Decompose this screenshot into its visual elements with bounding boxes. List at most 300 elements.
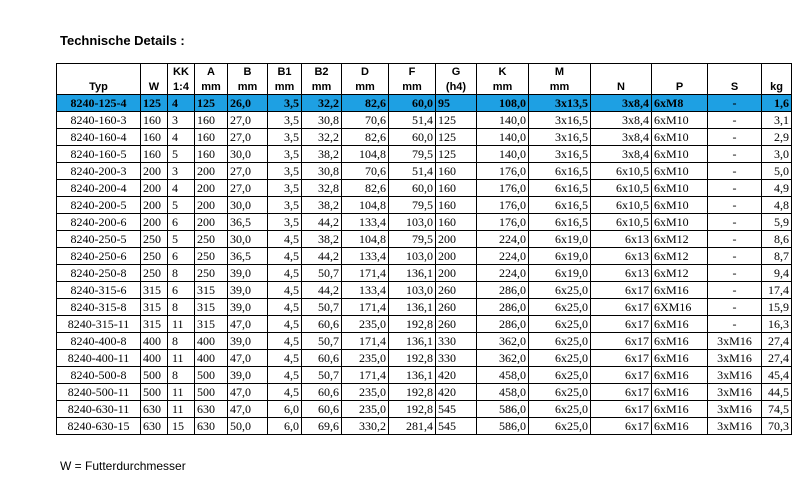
table-cell: 315 bbox=[195, 299, 228, 316]
table-cell: - bbox=[708, 282, 762, 299]
table-cell: - bbox=[708, 248, 762, 265]
table-cell: - bbox=[708, 146, 762, 163]
table-cell: 79,5 bbox=[389, 146, 436, 163]
table-cell: 3,5 bbox=[268, 129, 302, 146]
table-cell: 6x25,0 bbox=[529, 282, 591, 299]
table-cell: 36,5 bbox=[228, 248, 268, 265]
table-cell: 4,5 bbox=[268, 231, 302, 248]
column-header-p: P bbox=[652, 79, 708, 95]
table-cell: 500 bbox=[141, 367, 168, 384]
table-cell: - bbox=[708, 95, 762, 112]
table-row bbox=[57, 231, 792, 248]
table-row bbox=[57, 384, 792, 401]
table-cell: 200 bbox=[195, 214, 228, 231]
table-cell: 250 bbox=[141, 265, 168, 282]
table-cell: 104,8 bbox=[342, 146, 389, 163]
table-row bbox=[57, 401, 792, 418]
cell-typ: 8240-125-4 bbox=[57, 95, 141, 112]
table-cell: 32,8 bbox=[302, 180, 342, 197]
table-row bbox=[57, 265, 792, 282]
cell-typ: 8240-500-11 bbox=[57, 384, 141, 401]
column-header bbox=[141, 64, 168, 80]
table-cell: 79,5 bbox=[389, 231, 436, 248]
table-cell: 4 bbox=[168, 129, 195, 146]
table-cell: 362,0 bbox=[477, 350, 529, 367]
table-cell: 82,6 bbox=[342, 95, 389, 112]
table-cell: 27,4 bbox=[762, 333, 792, 350]
table-cell: 17,4 bbox=[762, 282, 792, 299]
table-row bbox=[57, 129, 792, 146]
table-cell: 160 bbox=[141, 146, 168, 163]
table-cell: 4,5 bbox=[268, 265, 302, 282]
table-row bbox=[57, 367, 792, 384]
column-header-w: W bbox=[141, 79, 168, 95]
table-cell: 39,0 bbox=[228, 282, 268, 299]
table-cell: 11 bbox=[168, 401, 195, 418]
table-cell: 192,8 bbox=[389, 384, 436, 401]
table-cell: 171,4 bbox=[342, 299, 389, 316]
table-row bbox=[57, 350, 792, 367]
cell-typ: 8240-250-6 bbox=[57, 248, 141, 265]
table-cell: 6x25,0 bbox=[529, 316, 591, 333]
table-cell: 6 bbox=[168, 214, 195, 231]
table-cell: 630 bbox=[141, 401, 168, 418]
table-cell: 160 bbox=[195, 112, 228, 129]
table-cell: 6xM10 bbox=[652, 180, 708, 197]
table-cell: 3,0 bbox=[762, 146, 792, 163]
table-cell: 200 bbox=[141, 214, 168, 231]
table-cell: 47,0 bbox=[228, 316, 268, 333]
table-cell: 260 bbox=[436, 282, 477, 299]
table-cell: 136,1 bbox=[389, 265, 436, 282]
table-cell: 6xM10 bbox=[652, 197, 708, 214]
table-cell: 6 bbox=[168, 282, 195, 299]
table-cell: 6xM16 bbox=[652, 350, 708, 367]
table-cell: 70,6 bbox=[342, 163, 389, 180]
table-cell: 30,0 bbox=[228, 146, 268, 163]
table-cell: 3,5 bbox=[268, 163, 302, 180]
cell-typ: 8240-500-8 bbox=[57, 367, 141, 384]
table-cell: 38,2 bbox=[302, 146, 342, 163]
footnote: W = Futterdurchmesser bbox=[60, 459, 186, 473]
table-cell: 6x17 bbox=[591, 418, 652, 435]
table-cell: 6,0 bbox=[268, 418, 302, 435]
table-cell: 6x10,5 bbox=[591, 197, 652, 214]
table-cell: 6x17 bbox=[591, 401, 652, 418]
table-cell: 458,0 bbox=[477, 384, 529, 401]
table-cell: 6xM16 bbox=[652, 418, 708, 435]
table-cell: 4,5 bbox=[268, 282, 302, 299]
table-cell: 286,0 bbox=[477, 299, 529, 316]
column-header-unit: mm bbox=[477, 79, 529, 95]
table-cell: 3xM16 bbox=[708, 418, 762, 435]
table-cell: 6x25,0 bbox=[529, 418, 591, 435]
table-cell: 3x8,4 bbox=[591, 146, 652, 163]
table-cell: 315 bbox=[195, 282, 228, 299]
table-cell: 60,6 bbox=[302, 384, 342, 401]
table-cell: 50,7 bbox=[302, 333, 342, 350]
table-cell: 362,0 bbox=[477, 333, 529, 350]
table-row bbox=[57, 163, 792, 180]
table-cell: 250 bbox=[141, 231, 168, 248]
table-cell: 6xM16 bbox=[652, 401, 708, 418]
table-cell: 51,4 bbox=[389, 112, 436, 129]
table-cell: 315 bbox=[195, 316, 228, 333]
table-cell: 6x19,0 bbox=[529, 265, 591, 282]
table-cell: 3xM16 bbox=[708, 333, 762, 350]
table-cell: 330,2 bbox=[342, 418, 389, 435]
table-cell: 6x25,0 bbox=[529, 299, 591, 316]
table-cell: 3x16,5 bbox=[529, 146, 591, 163]
table-cell: 140,0 bbox=[477, 129, 529, 146]
table-cell: 458,0 bbox=[477, 367, 529, 384]
table-cell: 104,8 bbox=[342, 231, 389, 248]
table-cell: 69,6 bbox=[302, 418, 342, 435]
table-cell: - bbox=[708, 231, 762, 248]
table-cell: 50,7 bbox=[302, 299, 342, 316]
table-cell: 6xM16 bbox=[652, 316, 708, 333]
table-cell: 4,9 bbox=[762, 180, 792, 197]
table-cell: 500 bbox=[195, 384, 228, 401]
column-header-kk: KK bbox=[168, 64, 195, 80]
table-cell: 45,4 bbox=[762, 367, 792, 384]
table-cell: 4,5 bbox=[268, 316, 302, 333]
table-cell: 1,6 bbox=[762, 95, 792, 112]
table-cell: 171,4 bbox=[342, 367, 389, 384]
table-cell: 11 bbox=[168, 350, 195, 367]
table-cell: 160 bbox=[436, 214, 477, 231]
table-cell: 27,4 bbox=[762, 350, 792, 367]
table-cell: 44,5 bbox=[762, 384, 792, 401]
table-cell: - bbox=[708, 299, 762, 316]
table-cell: 6x25,0 bbox=[529, 350, 591, 367]
cell-typ: 8240-200-3 bbox=[57, 163, 141, 180]
column-header-unit: mm bbox=[302, 79, 342, 95]
column-header-n: N bbox=[591, 79, 652, 95]
column-header-g: G bbox=[436, 64, 477, 80]
table-cell: 3,5 bbox=[268, 112, 302, 129]
table-cell: 125 bbox=[195, 95, 228, 112]
table-cell: 133,4 bbox=[342, 282, 389, 299]
table-cell: 140,0 bbox=[477, 146, 529, 163]
table-cell: 5 bbox=[168, 197, 195, 214]
table-cell: 6,0 bbox=[268, 401, 302, 418]
cell-typ: 8240-630-15 bbox=[57, 418, 141, 435]
column-header-k: K bbox=[477, 64, 529, 80]
table-cell: 6x10,5 bbox=[591, 180, 652, 197]
cell-typ: 8240-315-6 bbox=[57, 282, 141, 299]
table-cell: 200 bbox=[436, 231, 477, 248]
table-body bbox=[57, 95, 792, 435]
table-cell: 104,8 bbox=[342, 197, 389, 214]
table-cell: 200 bbox=[141, 180, 168, 197]
table-cell: 400 bbox=[195, 350, 228, 367]
table-row bbox=[57, 418, 792, 435]
table-cell: 6xM16 bbox=[652, 367, 708, 384]
column-header-unit: mm bbox=[389, 79, 436, 95]
table-cell: 3,5 bbox=[268, 214, 302, 231]
table-cell: 4,8 bbox=[762, 197, 792, 214]
table-cell: 6xM10 bbox=[652, 214, 708, 231]
table-cell: 5 bbox=[168, 231, 195, 248]
table-cell: 39,0 bbox=[228, 333, 268, 350]
cell-typ: 8240-250-8 bbox=[57, 265, 141, 282]
table-cell: 74,5 bbox=[762, 401, 792, 418]
table-cell: 6xM10 bbox=[652, 129, 708, 146]
table-cell: 6x17 bbox=[591, 299, 652, 316]
table-cell: 6x25,0 bbox=[529, 367, 591, 384]
table-cell: 286,0 bbox=[477, 316, 529, 333]
table-cell: 3,5 bbox=[268, 197, 302, 214]
table-cell: 27,0 bbox=[228, 163, 268, 180]
table-cell: 224,0 bbox=[477, 231, 529, 248]
table-cell: 9,4 bbox=[762, 265, 792, 282]
table-cell: 192,8 bbox=[389, 350, 436, 367]
technical-details-table bbox=[56, 63, 792, 435]
table-cell: 586,0 bbox=[477, 418, 529, 435]
table-cell: 6x19,0 bbox=[529, 231, 591, 248]
table-cell: 39,0 bbox=[228, 299, 268, 316]
cell-typ: 8240-400-8 bbox=[57, 333, 141, 350]
table-cell: 3x8,4 bbox=[591, 112, 652, 129]
column-header-m: M bbox=[529, 64, 591, 80]
cell-typ: 8240-200-4 bbox=[57, 180, 141, 197]
table-cell: 250 bbox=[195, 231, 228, 248]
table-cell: 47,0 bbox=[228, 350, 268, 367]
table-cell: 27,0 bbox=[228, 180, 268, 197]
table-cell: 8 bbox=[168, 367, 195, 384]
table-cell: 6XM16 bbox=[652, 299, 708, 316]
cell-typ: 8240-400-11 bbox=[57, 350, 141, 367]
table-cell: 6x17 bbox=[591, 333, 652, 350]
table-cell: 8,6 bbox=[762, 231, 792, 248]
table-cell: 235,0 bbox=[342, 316, 389, 333]
table-cell: 103,0 bbox=[389, 248, 436, 265]
table-cell: 171,4 bbox=[342, 333, 389, 350]
table-cell: 3,5 bbox=[268, 180, 302, 197]
table-cell: 250 bbox=[195, 248, 228, 265]
table-cell: 60,0 bbox=[389, 95, 436, 112]
table-row bbox=[57, 333, 792, 350]
table-cell: - bbox=[708, 129, 762, 146]
table-cell: - bbox=[708, 316, 762, 333]
table-cell: 6x10,5 bbox=[591, 214, 652, 231]
table-cell: 6x25,0 bbox=[529, 384, 591, 401]
table-cell: 82,6 bbox=[342, 180, 389, 197]
column-header bbox=[591, 64, 652, 80]
table-cell: 6xM10 bbox=[652, 163, 708, 180]
column-header-a: A bbox=[195, 64, 228, 80]
table-cell: 6x25,0 bbox=[529, 333, 591, 350]
table-cell: 3xM16 bbox=[708, 401, 762, 418]
table-cell: 176,0 bbox=[477, 180, 529, 197]
table-cell: 6xM12 bbox=[652, 248, 708, 265]
table-cell: 79,5 bbox=[389, 197, 436, 214]
table-cell: 3 bbox=[168, 163, 195, 180]
column-header-unit: 1:4 bbox=[168, 79, 195, 95]
table-cell: 30,0 bbox=[228, 197, 268, 214]
table-cell: 36,5 bbox=[228, 214, 268, 231]
cell-typ: 8240-160-3 bbox=[57, 112, 141, 129]
table-cell: 250 bbox=[141, 248, 168, 265]
table-cell: 4,5 bbox=[268, 367, 302, 384]
table-cell: 315 bbox=[141, 316, 168, 333]
table-cell: 6x13 bbox=[591, 265, 652, 282]
table-cell: 3 bbox=[168, 112, 195, 129]
table-cell: 200 bbox=[141, 163, 168, 180]
table-cell: 32,2 bbox=[302, 129, 342, 146]
table-cell: 60,6 bbox=[302, 350, 342, 367]
table-cell: 125 bbox=[436, 129, 477, 146]
table-cell: 44,2 bbox=[302, 214, 342, 231]
table-cell: 500 bbox=[195, 367, 228, 384]
cell-typ: 8240-250-5 bbox=[57, 231, 141, 248]
table-cell: 260 bbox=[436, 316, 477, 333]
table-cell: 38,2 bbox=[302, 231, 342, 248]
table-cell: 6x19,0 bbox=[529, 248, 591, 265]
table-cell: 4,5 bbox=[268, 248, 302, 265]
table-cell: 136,1 bbox=[389, 367, 436, 384]
table-cell: 192,8 bbox=[389, 316, 436, 333]
table-cell: 235,0 bbox=[342, 350, 389, 367]
table-cell: 136,1 bbox=[389, 299, 436, 316]
table-row bbox=[57, 214, 792, 231]
column-header-b: B bbox=[228, 64, 268, 80]
table-cell: 4,5 bbox=[268, 384, 302, 401]
table-cell: 5,9 bbox=[762, 214, 792, 231]
table-cell: 176,0 bbox=[477, 197, 529, 214]
column-header-kg: kg bbox=[762, 79, 792, 95]
table-cell: 133,4 bbox=[342, 214, 389, 231]
table-cell: 140,0 bbox=[477, 112, 529, 129]
table-cell: 171,4 bbox=[342, 265, 389, 282]
table-cell: 44,2 bbox=[302, 282, 342, 299]
table-cell: 136,1 bbox=[389, 333, 436, 350]
table-cell: 235,0 bbox=[342, 384, 389, 401]
table-row bbox=[57, 146, 792, 163]
table-cell: 3,5 bbox=[268, 146, 302, 163]
table-cell: 30,8 bbox=[302, 163, 342, 180]
table-cell: 32,2 bbox=[302, 95, 342, 112]
table-cell: 26,0 bbox=[228, 95, 268, 112]
column-header bbox=[652, 64, 708, 80]
table-cell: 400 bbox=[141, 350, 168, 367]
table-row bbox=[57, 180, 792, 197]
table-cell: 50,7 bbox=[302, 265, 342, 282]
table-cell: - bbox=[708, 112, 762, 129]
table-cell: 200 bbox=[141, 197, 168, 214]
header-row-top bbox=[57, 64, 792, 80]
column-header-typ: Typ bbox=[57, 79, 141, 95]
table-cell: - bbox=[708, 180, 762, 197]
table-cell: 60,0 bbox=[389, 180, 436, 197]
cell-typ: 8240-630-11 bbox=[57, 401, 141, 418]
table-cell: 3x13,5 bbox=[529, 95, 591, 112]
table-cell: 60,6 bbox=[302, 401, 342, 418]
table-cell: 6x16,5 bbox=[529, 197, 591, 214]
table-cell: 160 bbox=[436, 163, 477, 180]
table-row bbox=[57, 95, 792, 112]
table-cell: 38,2 bbox=[302, 197, 342, 214]
table-cell: 125 bbox=[436, 146, 477, 163]
table-cell: 281,4 bbox=[389, 418, 436, 435]
table-cell: 8 bbox=[168, 299, 195, 316]
column-header bbox=[57, 64, 141, 80]
table-cell: 286,0 bbox=[477, 282, 529, 299]
table-cell: 4,5 bbox=[268, 299, 302, 316]
table-cell: 3xM16 bbox=[708, 367, 762, 384]
table-cell: 6x16,5 bbox=[529, 214, 591, 231]
table-cell: 6x17 bbox=[591, 316, 652, 333]
table-cell: 125 bbox=[141, 95, 168, 112]
table-cell: 50,7 bbox=[302, 367, 342, 384]
table-cell: 315 bbox=[141, 282, 168, 299]
column-header bbox=[708, 64, 762, 80]
cell-typ: 8240-160-4 bbox=[57, 129, 141, 146]
table-cell: 95 bbox=[436, 95, 477, 112]
table-cell: 3x8,4 bbox=[591, 129, 652, 146]
table-cell: 176,0 bbox=[477, 163, 529, 180]
table-cell: 6x17 bbox=[591, 350, 652, 367]
table-cell: 27,0 bbox=[228, 129, 268, 146]
table-cell: 11 bbox=[168, 384, 195, 401]
table-cell: 3x8,4 bbox=[591, 95, 652, 112]
table-cell: - bbox=[708, 197, 762, 214]
table-cell: 3xM16 bbox=[708, 350, 762, 367]
table-cell: 330 bbox=[436, 350, 477, 367]
table-row bbox=[57, 299, 792, 316]
table-cell: 6x25,0 bbox=[529, 401, 591, 418]
table-cell: 50,0 bbox=[228, 418, 268, 435]
table-cell: 224,0 bbox=[477, 248, 529, 265]
table-cell: 235,0 bbox=[342, 401, 389, 418]
table-cell: 3,5 bbox=[268, 95, 302, 112]
table-cell: 160 bbox=[436, 197, 477, 214]
cell-typ: 8240-200-6 bbox=[57, 214, 141, 231]
column-header-f: F bbox=[389, 64, 436, 80]
section-title: Technische Details : bbox=[60, 33, 185, 48]
table-cell: 70,6 bbox=[342, 112, 389, 129]
table-cell: 420 bbox=[436, 384, 477, 401]
column-header-unit: mm bbox=[195, 79, 228, 95]
column-header bbox=[762, 64, 792, 80]
table-cell: 8,7 bbox=[762, 248, 792, 265]
table-cell: 545 bbox=[436, 401, 477, 418]
column-header-unit: mm bbox=[228, 79, 268, 95]
table-cell: - bbox=[708, 265, 762, 282]
table-cell: 4 bbox=[168, 95, 195, 112]
table-cell: 200 bbox=[195, 163, 228, 180]
table-cell: 6xM16 bbox=[652, 384, 708, 401]
table-cell: 6xM16 bbox=[652, 282, 708, 299]
cell-typ: 8240-315-8 bbox=[57, 299, 141, 316]
table-cell: 108,0 bbox=[477, 95, 529, 112]
table-cell: 3x16,5 bbox=[529, 112, 591, 129]
table-cell: 6xM10 bbox=[652, 112, 708, 129]
table-cell: 630 bbox=[195, 401, 228, 418]
column-header-unit: mm bbox=[342, 79, 389, 95]
table-cell: 200 bbox=[195, 197, 228, 214]
table-cell: 133,4 bbox=[342, 248, 389, 265]
table-cell: 70,3 bbox=[762, 418, 792, 435]
table-cell: 260 bbox=[436, 299, 477, 316]
table-cell: 51,4 bbox=[389, 163, 436, 180]
table-cell: 176,0 bbox=[477, 214, 529, 231]
table-cell: 400 bbox=[141, 333, 168, 350]
table-cell: 27,0 bbox=[228, 112, 268, 129]
table-cell: 103,0 bbox=[389, 214, 436, 231]
table-cell: 4,5 bbox=[268, 350, 302, 367]
